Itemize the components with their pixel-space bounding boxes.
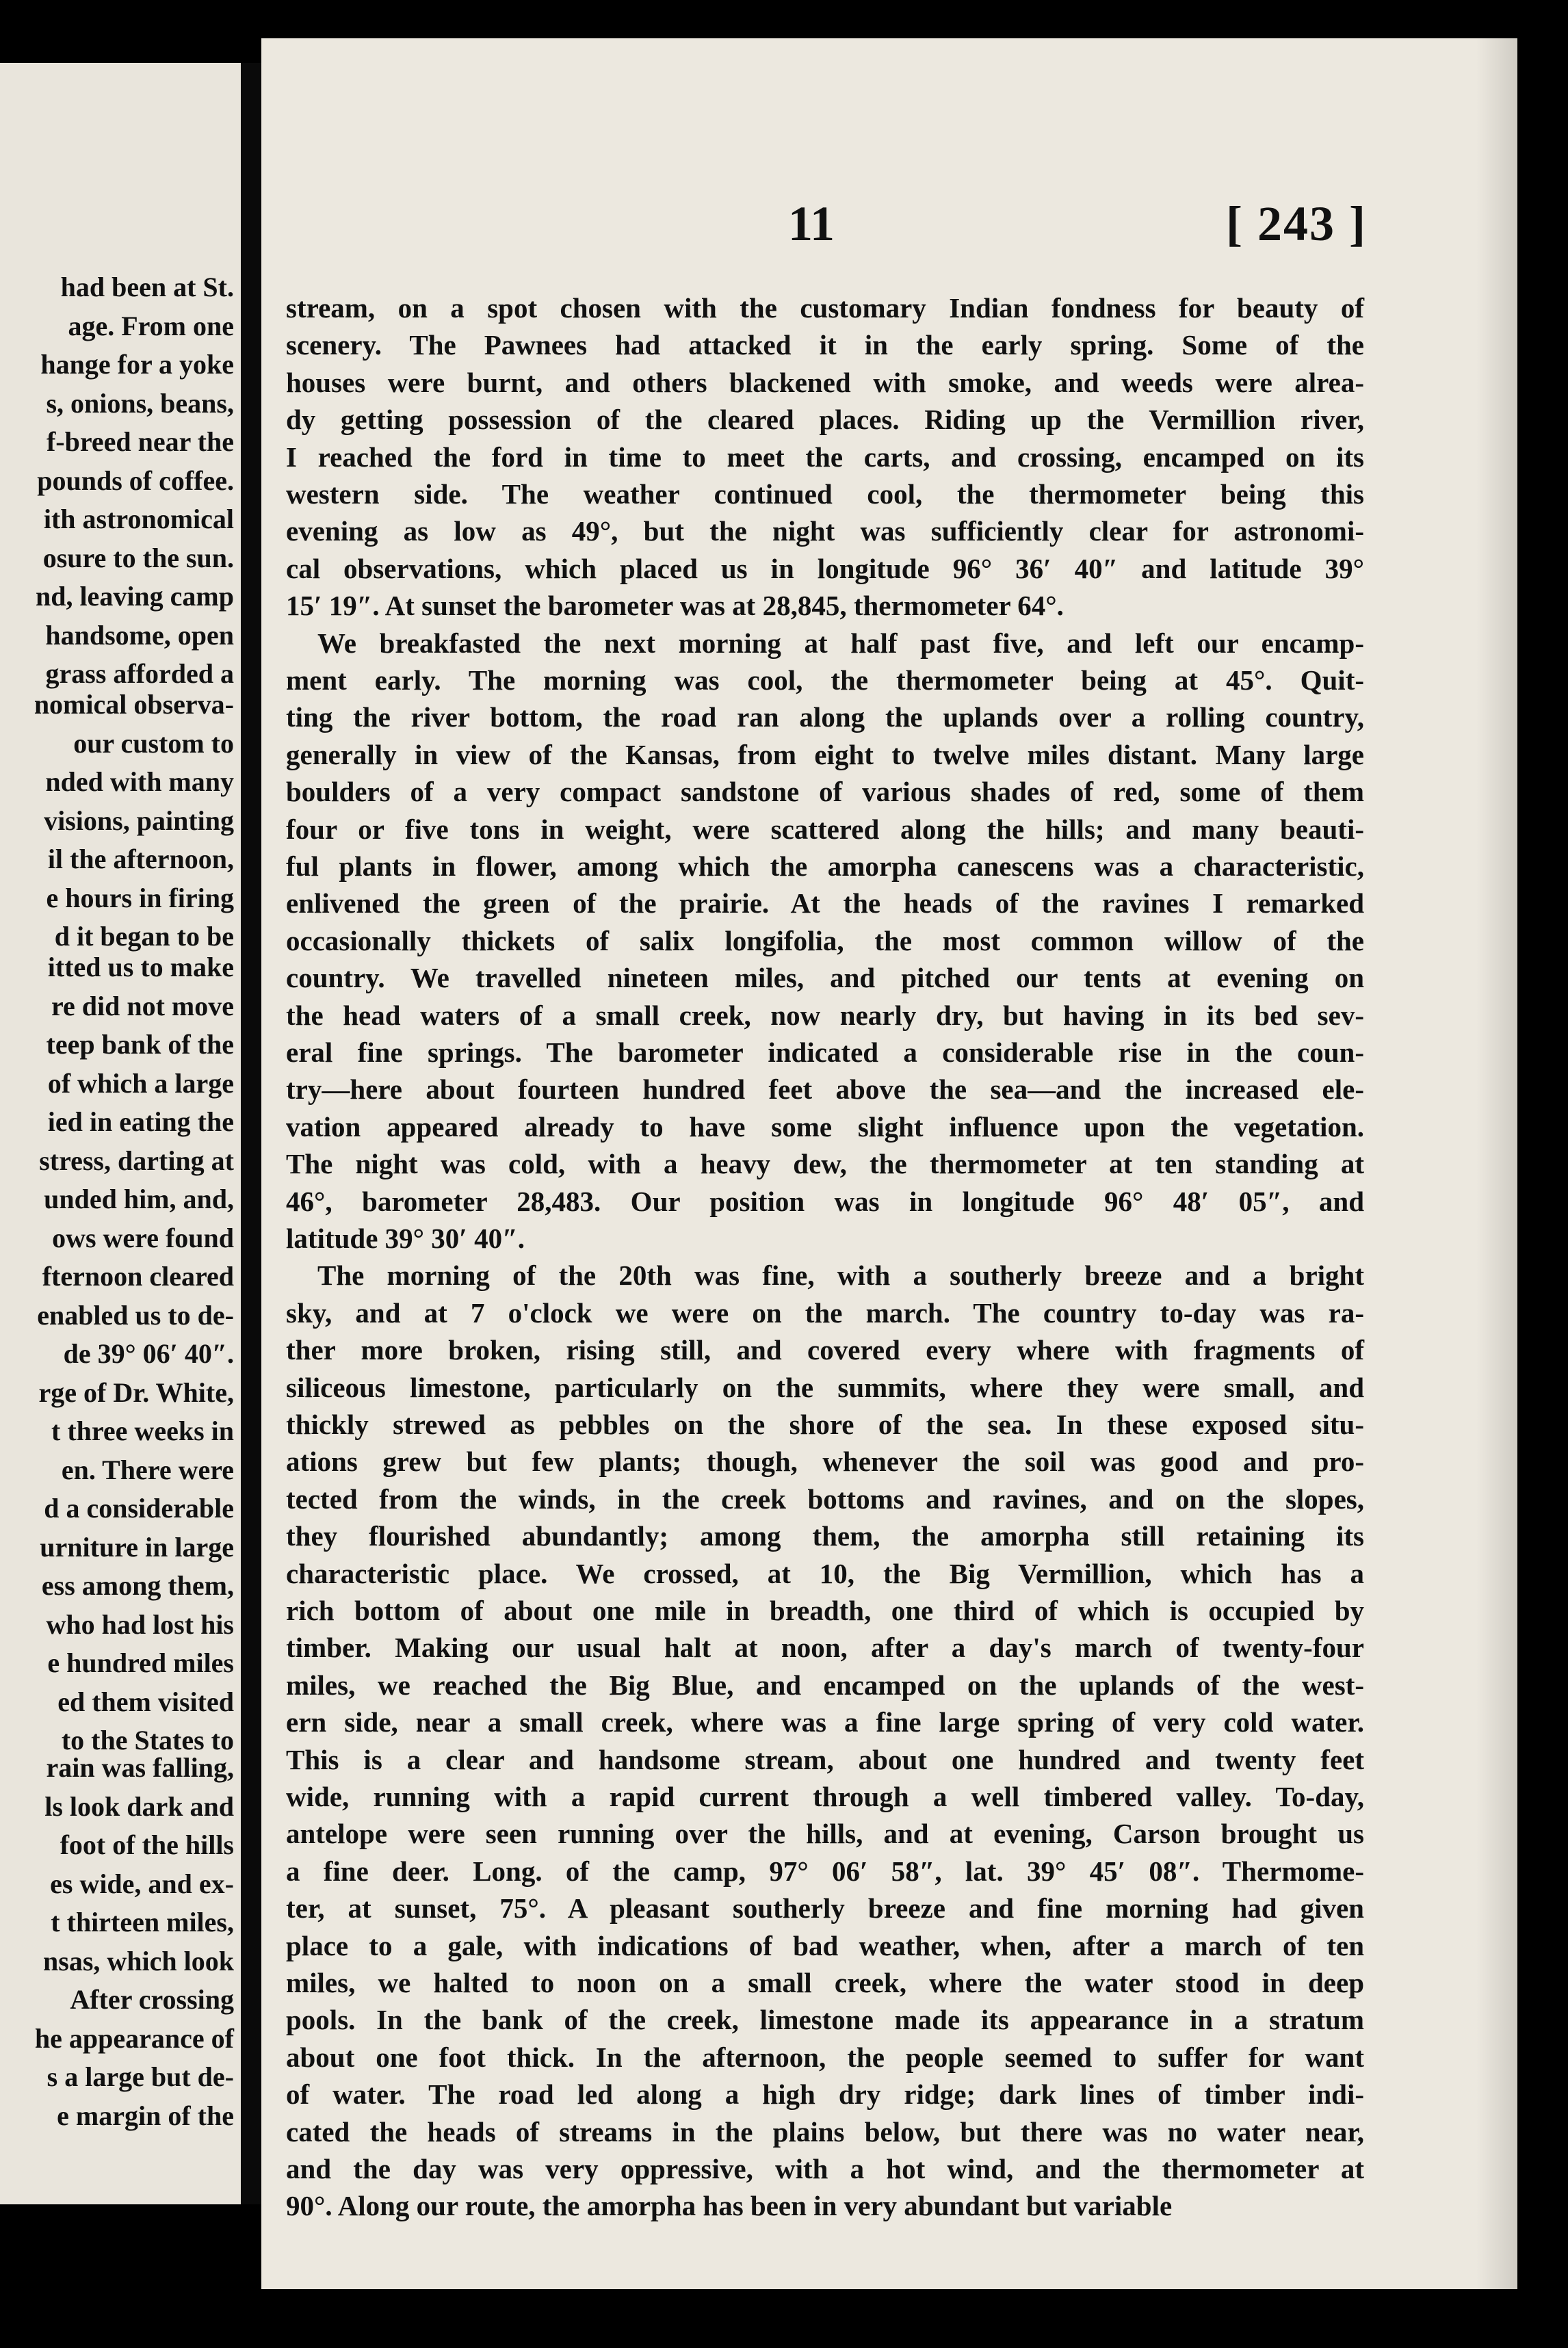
text-line: antelope were seen running over the hills, and at evening, Carson brought us bbox=[286, 1818, 1364, 1850]
left-page-line: to the States to bbox=[61, 1725, 234, 1756]
text-line: thickly strewed as pebbles on the shore of the sea. In these exposed situ- bbox=[286, 1409, 1364, 1440]
text-line: tected from the winds, in the creek bottoms and ravines, and on the slopes, bbox=[286, 1483, 1364, 1515]
left-page-line: nomical observa- bbox=[34, 689, 234, 720]
left-page-line: our custom to bbox=[73, 727, 234, 759]
left-page-line: had been at St. bbox=[60, 272, 234, 302]
left-page-line: After crossing bbox=[70, 1984, 234, 2015]
left-page-line: s a large but de- bbox=[47, 2061, 234, 2092]
left-page-line: osure to the sun. bbox=[42, 542, 234, 573]
left-page-line: nsas, which look bbox=[43, 1945, 234, 1977]
text-line: ern side, near a small creek, where was a fine large spring of very cold water. bbox=[286, 1706, 1364, 1738]
left-page-line: foot of the hills bbox=[60, 1829, 234, 1860]
text-line: enlivened the green of the prairie. At the heads of the ravines I remarked bbox=[286, 887, 1364, 919]
text-line: try—here about fourteen hundred feet above the sea—and the increased ele- bbox=[286, 1073, 1364, 1106]
left-page-line: e hours in firing bbox=[46, 882, 234, 913]
text-line: characteristic place. We crossed, at 10, the Big Vermillion, which has a bbox=[286, 1557, 1364, 1589]
text-line: stream, on a spot chosen with the customary Indian fondness for beauty of bbox=[286, 292, 1364, 324]
bracket-page-number: [ 243 ] bbox=[1226, 196, 1367, 251]
text-line: rich bottom of about one mile in breadth, one third of which is occupied by bbox=[286, 1595, 1364, 1626]
text-line: country. We travelled nineteen miles, and pitched our tents at evening on bbox=[286, 962, 1364, 994]
left-page-line: de 39° 06′ 40″. bbox=[63, 1338, 234, 1369]
left-page-line: rain was falling, bbox=[46, 1752, 234, 1783]
left-page-line: t three weeks in bbox=[51, 1416, 234, 1446]
text-line: ations grew but few plants; though, whenever the soil was good and pro- bbox=[286, 1446, 1364, 1478]
text-line: The night was cold, with a heavy dew, the thermometer at ten standing at bbox=[286, 1148, 1364, 1180]
text-line: a fine deer. Long. of the camp, 97° 06′ 58″, lat. 39° 45′ 08″. Thermome- bbox=[286, 1855, 1364, 1887]
left-page-line: il the afternoon, bbox=[47, 844, 234, 874]
text-line: boulders of a very compact sandstone of various shades of red, some of them bbox=[286, 776, 1364, 808]
left-page-line: enabled us to de- bbox=[37, 1299, 234, 1331]
text-line: they flourished abundantly; among them, the amorpha still retaining its bbox=[286, 1520, 1364, 1552]
text-line: occasionally thickets of salix longifolia, the most common willow of the bbox=[286, 924, 1364, 956]
text-line: timber. Making our usual halt at noon, after a day's march of twenty-four bbox=[286, 1632, 1364, 1664]
text-line: 46°, barometer 28,483. Our position was in longitude 96° 48′ 05″, and bbox=[286, 1185, 1364, 1217]
left-page-line: itted us to make bbox=[47, 952, 234, 982]
text-line: dy getting possession of the cleared places. Riding up the Vermillion river, bbox=[286, 404, 1364, 436]
left-page-line: pounds of coffee. bbox=[37, 465, 234, 496]
text-line: We breakfasted the next morning at half past five, and left our encamp- bbox=[317, 627, 1364, 659]
left-page-line: nded with many bbox=[45, 766, 234, 797]
text-line: wide, running with a rapid current through a well timbered valley. To-day, bbox=[286, 1781, 1364, 1812]
main-page bbox=[261, 38, 1517, 2289]
left-page-line: d it began to be bbox=[54, 921, 234, 952]
left-page-line: handsome, open bbox=[45, 619, 234, 651]
left-page-line: ed them visited bbox=[57, 1686, 234, 1717]
left-page-line: who had lost his bbox=[46, 1608, 234, 1640]
left-page-line: ls look dark and bbox=[44, 1790, 234, 1822]
text-line: cated the heads of streams in the plains below, but there was no water near, bbox=[286, 2115, 1364, 2148]
left-page-line: stress, darting at bbox=[39, 1145, 234, 1176]
text-line: 90°. Along our route, the amorpha has been in very abundant but variable bbox=[286, 2190, 1173, 2222]
left-page-line: unded him, and, bbox=[44, 1184, 234, 1214]
text-line: cal observations, which placed us in longitude 96° 36′ 40″ and latitude 39° bbox=[286, 552, 1364, 584]
left-page-line: ith astronomical bbox=[43, 504, 234, 534]
left-page-line: es wide, and ex- bbox=[50, 1868, 234, 1899]
text-line: ful plants in flower, among which the amorpha canescens was a characteristic, bbox=[286, 850, 1364, 882]
text-line: I reached the ford in time to meet the carts, and crossing, encamped on its bbox=[286, 441, 1364, 473]
text-line: generally in view of the Kansas, from eight to twelve miles distant. Many large bbox=[286, 738, 1364, 770]
left-page-line: f-breed near the bbox=[46, 426, 234, 457]
text-line: eral fine springs. The barometer indicated a considerable rise in the coun- bbox=[286, 1036, 1364, 1068]
text-line: houses were burnt, and others blackened with smoke, and weeds were alrea- bbox=[286, 366, 1364, 398]
text-line: vation appeared already to have some slight influence upon the vegetation. bbox=[286, 1110, 1364, 1143]
left-page-line: ied in eating the bbox=[47, 1106, 234, 1137]
left-page-line: en. There were bbox=[61, 1454, 234, 1485]
text-line: latitude 39° 30′ 40″. bbox=[286, 1223, 525, 1254]
left-page-line: e margin of the bbox=[57, 2100, 234, 2131]
left-page-line: urniture in large bbox=[40, 1531, 234, 1563]
left-page-line: of which a large bbox=[47, 1067, 234, 1099]
text-line: siliceous limestone, particularly on the summits, where they were small, and bbox=[286, 1371, 1364, 1403]
text-line: about one foot thick. In the afternoon, the people seemed to suffer for want bbox=[286, 2041, 1364, 2073]
text-line: and the day was very oppressive, with a hot wind, and the thermometer at bbox=[286, 2153, 1364, 2184]
text-line: 15′ 19″. At sunset the barometer was at 28,845, thermometer 64°. bbox=[286, 590, 1064, 622]
text-line: ther more broken, rising still, and covered every where with fragments of bbox=[286, 1334, 1364, 1366]
text-line: ter, at sunset, 75°. A pleasant southerly breeze and fine morning had given bbox=[286, 1892, 1364, 1925]
text-line: place to a gale, with indications of bad weather, when, after a march of ten bbox=[286, 1929, 1364, 1961]
page-edge-shadow bbox=[1476, 38, 1517, 2289]
left-page-line: d a considerable bbox=[44, 1493, 234, 1524]
left-page-line: age. From one bbox=[68, 310, 234, 341]
left-page-line: s, onions, beans, bbox=[46, 387, 234, 419]
text-line: This is a clear and handsome stream, about one hundred and twenty feet bbox=[286, 1743, 1364, 1775]
page-number: 11 bbox=[788, 196, 835, 251]
left-page-line: ows were found bbox=[52, 1222, 234, 1253]
text-line: western side. The weather continued cool, the thermometer being this bbox=[286, 478, 1364, 510]
left-page-line: he appearance of bbox=[34, 2022, 234, 2054]
text-line: ment early. The morning was cool, the thermometer being at 45°. Quit- bbox=[286, 664, 1364, 696]
text-line: ting the river bottom, the road ran along the uplands over a rolling country, bbox=[286, 701, 1364, 733]
left-page-line: t thirteen miles, bbox=[51, 1907, 234, 1938]
left-page-line: hange for a yoke bbox=[40, 349, 234, 380]
page-header bbox=[261, 196, 1517, 257]
left-facing-page bbox=[0, 63, 241, 2204]
text-line: the head waters of a small creek, now nearly dry, but having in its bed sev- bbox=[286, 999, 1364, 1031]
text-line: of water. The road led along a high dry ridge; dark lines of timber indi- bbox=[286, 2078, 1364, 2111]
left-page-line: rge of Dr. White, bbox=[38, 1377, 234, 1408]
left-page-line: re did not move bbox=[51, 990, 234, 1021]
text-line: scenery. The Pawnees had attacked it in the early spring. Some of the bbox=[286, 329, 1364, 361]
left-page-line: nd, leaving camp bbox=[35, 581, 234, 612]
page-gutter bbox=[241, 63, 261, 2204]
left-page-line: visions, painting bbox=[44, 805, 234, 836]
left-page-line: e hundred miles bbox=[47, 1647, 234, 1678]
text-line: miles, we halted to noon on a small creek, where the water stood in deep bbox=[286, 1967, 1364, 1998]
text-line: pools. In the bank of the creek, limestone made its appearance in a stratum bbox=[286, 2004, 1364, 2036]
left-page-line: grass afforded a bbox=[45, 658, 234, 689]
text-line: four or five tons in weight, were scattered along the hills; and many beauti- bbox=[286, 813, 1364, 845]
text-line: The morning of the 20th was fine, with a southerly breeze and a bright bbox=[317, 1260, 1364, 1292]
text-line: miles, we reached the Big Blue, and encamped on the uplands of the west- bbox=[286, 1669, 1364, 1701]
text-line: sky, and at 7 o'clock we were on the march. The country to-day was ra- bbox=[286, 1296, 1364, 1329]
left-page-line: ess among them, bbox=[41, 1570, 234, 1601]
left-page-line: fternoon cleared bbox=[42, 1261, 234, 1292]
text-line: evening as low as 49°, but the night was sufficiently clear for astronomi- bbox=[286, 515, 1364, 547]
left-page-line: teep bank of the bbox=[46, 1029, 234, 1060]
